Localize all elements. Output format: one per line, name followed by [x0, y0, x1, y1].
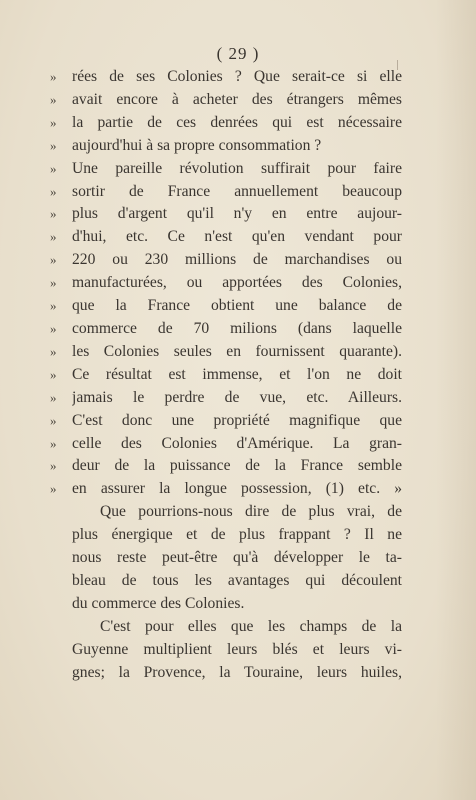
line-text: en assurer la longue possession, (1) etc. » [72, 480, 402, 498]
text-line [50, 433, 402, 456]
line-text: Une pareille révolution suffirait pour faire [72, 159, 402, 177]
text-line [50, 272, 402, 295]
text-line [50, 639, 402, 662]
quotation-mark: » [50, 229, 57, 245]
text-line [50, 524, 402, 547]
quotation-mark: » [50, 183, 57, 199]
text-line [50, 135, 402, 158]
quotation-mark: » [50, 343, 57, 359]
line-text: sortir de France annuellement beaucoup [72, 182, 402, 200]
text-line [50, 364, 402, 387]
text-line [50, 249, 402, 272]
text-line [50, 181, 402, 204]
line-text: Que pourrions-nous dire de plus vrai, de [100, 503, 402, 521]
line-text: Ce résultat est immense, et l'on ne doit [72, 365, 402, 383]
line-text: aujourd'hui à sa propre consommation ? [72, 136, 322, 154]
text-line [50, 501, 402, 524]
line-text: rées de ses Colonies ? Que serait-ce si elle [72, 68, 402, 85]
line-text: jamais le perdre de vue, etc. Ailleurs. [72, 388, 402, 406]
line-text: plus énergique et de plus frappant ? Il ne [72, 526, 402, 544]
line-text: bleau de tous les avantages qui découlent [72, 571, 402, 589]
page-edge-shading [436, 0, 476, 800]
line-text: manufacturées, ou apportées des Colonies, [72, 274, 402, 292]
line-text: plus d'argent qu'il n'y en entre aujour- [72, 205, 402, 223]
quotation-mark: » [50, 206, 57, 222]
text-line [50, 203, 402, 226]
line-text: C'est donc une propriété magnifique que [72, 411, 402, 429]
line-text: celle des Colonies d'Amérique. La gran- [72, 434, 402, 452]
line-text: 220 ou 230 millions de marchandises ou [72, 251, 402, 269]
line-text: que la France obtient une balance de [72, 297, 402, 315]
quotation-mark: » [50, 320, 57, 336]
line-text: les Colonies seules en fournissent quarante). [72, 342, 402, 360]
quotation-mark: » [50, 91, 57, 107]
quotation-mark: » [50, 412, 57, 428]
line-text: d'hui, etc. Ce n'est qu'en vendant pour [72, 228, 402, 246]
page-number: ( 29 ) [216, 44, 260, 63]
text-line [50, 455, 402, 478]
text-line [50, 112, 402, 135]
quotation-mark: » [50, 435, 57, 451]
line-text: la partie de ces denrées qui est nécessaire [72, 113, 402, 131]
text-line [50, 478, 402, 501]
line-text: avait encore à acheter des étrangers mêmes [72, 90, 402, 108]
body-text [50, 66, 402, 684]
quotation-mark: » [50, 458, 57, 474]
quotation-mark: » [50, 114, 57, 130]
text-line [50, 616, 402, 639]
line-text: nous reste peut-être qu'à développer le ta- [72, 549, 402, 567]
text-line [50, 341, 402, 364]
line-text: Guyenne multiplient leurs blés et leurs vi- [72, 640, 402, 658]
line-text: gnes; la Provence, la Touraine, leurs huiles, [72, 663, 402, 681]
text-line [50, 570, 402, 593]
text-line [50, 226, 402, 249]
text-line [50, 410, 402, 433]
text-line [50, 318, 402, 341]
text-line [50, 662, 402, 685]
text-line [50, 158, 402, 181]
quotation-mark: » [50, 481, 57, 497]
quotation-mark: » [50, 366, 57, 382]
line-text: commerce de 70 milions (dans laquelle [72, 319, 402, 337]
quotation-mark: » [50, 252, 57, 268]
quotation-mark: » [50, 69, 57, 84]
quotation-mark: » [50, 389, 57, 405]
line-text: du commerce des Colonies. [72, 594, 245, 612]
quotation-mark: » [50, 137, 57, 153]
line-text: C'est pour elles que les champs de la [100, 617, 402, 635]
quotation-mark: » [50, 275, 57, 291]
text-line [50, 593, 402, 616]
quotation-mark: » [50, 160, 57, 176]
text-line [50, 295, 402, 318]
text-line [50, 89, 402, 112]
quotation-mark: » [50, 298, 57, 314]
text-line [50, 66, 402, 89]
text-line [50, 387, 402, 410]
line-text: deur de la puissance de la France semble [72, 457, 402, 475]
text-line [50, 547, 402, 570]
